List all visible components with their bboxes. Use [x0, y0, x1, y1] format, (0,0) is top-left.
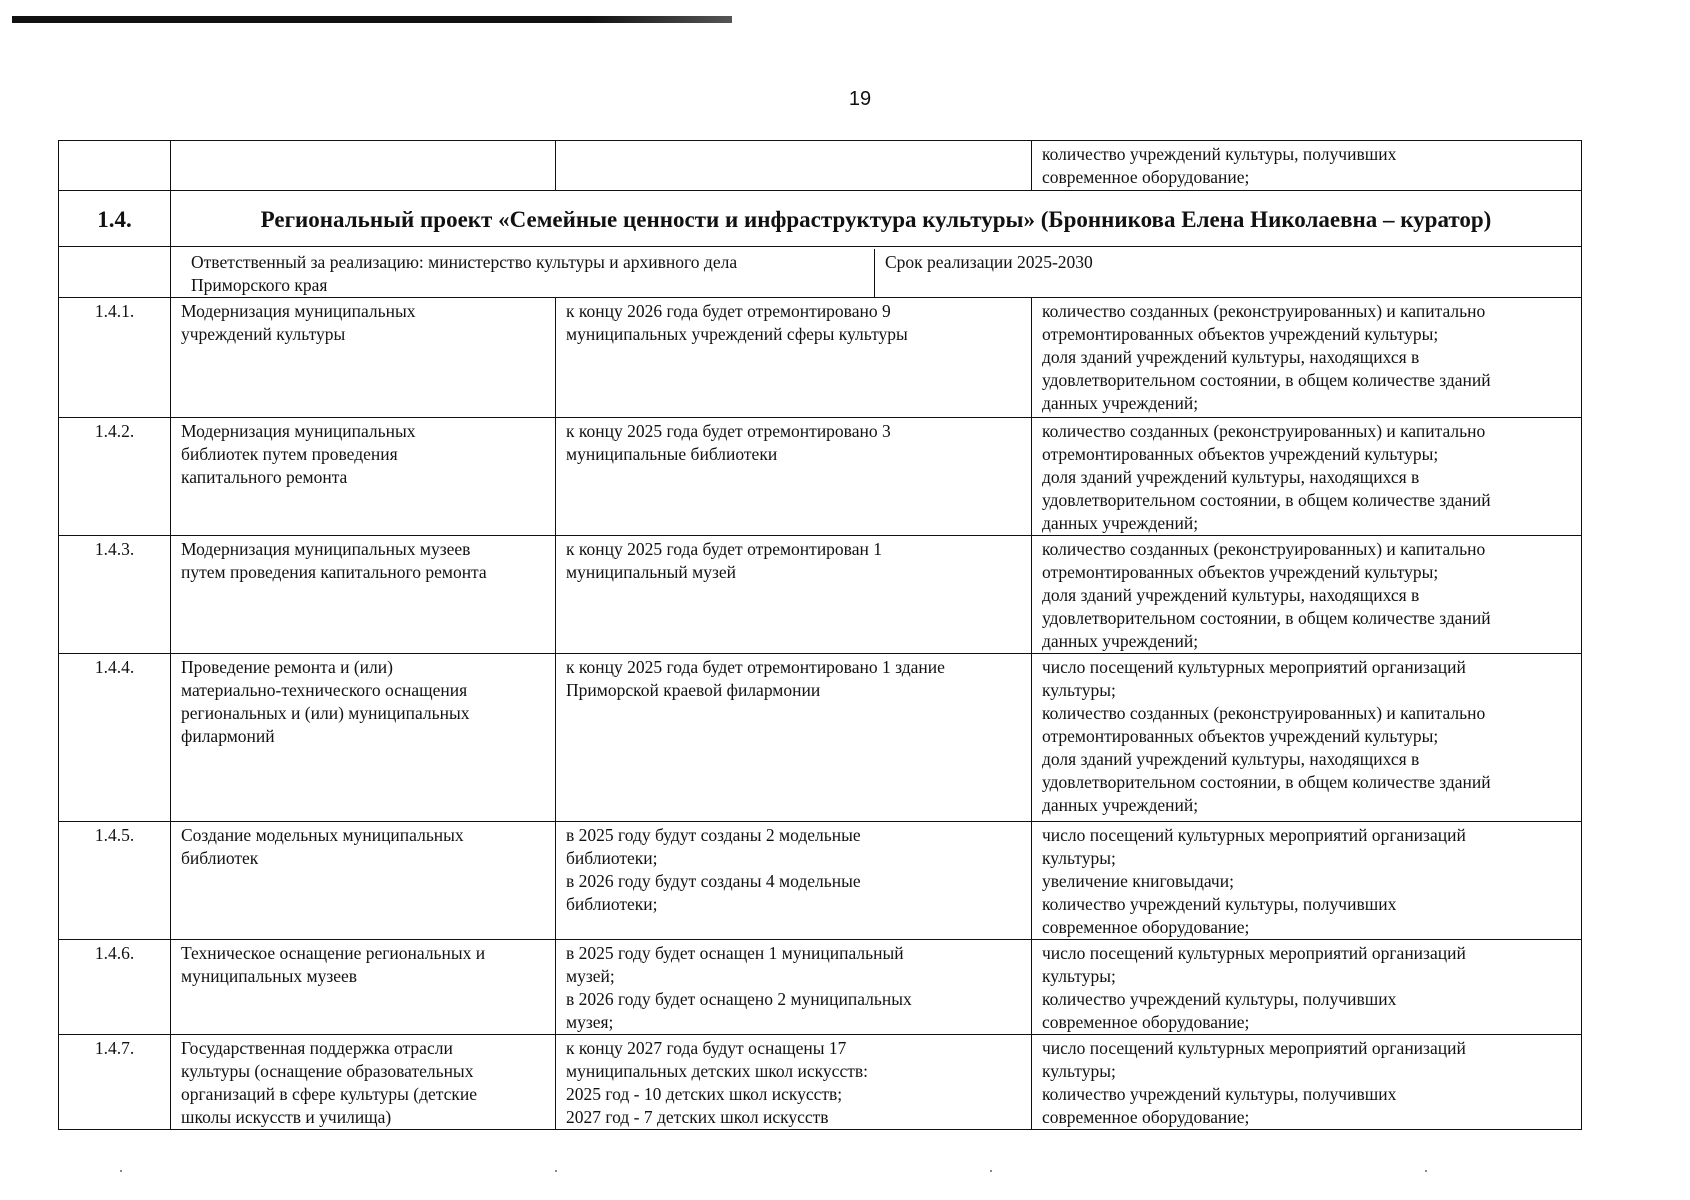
cell-indicators [1032, 141, 1582, 191]
task-line: Модернизация муниципальных музеев [181, 539, 471, 559]
task-cell [171, 536, 556, 654]
indicator-line: отремонтированных объектов учреждений культуры; [1042, 726, 1439, 746]
result-cell [556, 940, 1032, 1035]
result-line: муниципальных учреждений сферы культуры [566, 324, 908, 344]
row-number: 1.4.6. [59, 940, 171, 1035]
indicator-line: современное оборудование; [1042, 917, 1250, 937]
project-row [59, 654, 1582, 822]
section-number: 1.4. [59, 191, 171, 247]
task-line: школы искусств и училища) [181, 1107, 392, 1127]
result-line: к концу 2027 года будут оснащены 17 [566, 1038, 847, 1058]
indicator-line: удовлетворительном состоянии, в общем количестве зданий [1042, 608, 1491, 628]
indicators-cell [1032, 1035, 1582, 1130]
indicator-line: культуры; [1042, 1061, 1116, 1081]
page-number: 19 [848, 88, 872, 110]
result-line: к концу 2025 года будет отремонтировано 1 здание [566, 657, 945, 677]
implementation-term: Срок реализации 2025-2030 [885, 252, 1093, 272]
responsible-cell [171, 247, 1582, 298]
indicators-cell [1032, 536, 1582, 654]
result-line: в 2026 году будет оснащено 2 муниципальных [566, 989, 912, 1009]
result-line: Приморской краевой филармонии [566, 680, 821, 700]
project-row [59, 940, 1582, 1035]
task-line: путем проведения капитального ремонта [181, 562, 487, 582]
row-number: 1.4.4. [59, 654, 171, 822]
result-line: муниципальный музей [566, 562, 737, 582]
indicator-line: доля зданий учреждений культуры, находящихся в [1042, 749, 1420, 769]
responsible-line: Ответственный за реализацию: министерство культуры и архивного дела [191, 252, 738, 272]
project-row [59, 418, 1582, 536]
result-line: муниципальные библиотеки [566, 444, 778, 464]
responsible-org [181, 249, 875, 297]
task-line: организаций в сфере культуры (детские [181, 1084, 478, 1104]
indicators-cell [1032, 822, 1582, 940]
project-row [59, 1035, 1582, 1130]
result-cell [556, 654, 1032, 822]
indicator-line: отремонтированных объектов учреждений культуры; [1042, 562, 1439, 582]
indicator-line: количество учреждений культуры, получивших [1042, 144, 1397, 164]
cell-num [59, 141, 171, 191]
top-rule [12, 16, 732, 23]
row-number: 1.4.3. [59, 536, 171, 654]
indicators-cell [1032, 418, 1582, 536]
cell-result [556, 141, 1032, 191]
result-cell [556, 1035, 1032, 1130]
indicator-line: отремонтированных объектов учреждений культуры; [1042, 444, 1439, 464]
result-cell [556, 298, 1032, 418]
scan-speck [120, 1170, 122, 1172]
indicator-line: количество учреждений культуры, получивших [1042, 989, 1397, 1009]
indicator-line: отремонтированных объектов учреждений культуры; [1042, 324, 1439, 344]
task-cell [171, 418, 556, 536]
project-row [59, 536, 1582, 654]
task-line: капитального ремонта [181, 467, 348, 487]
indicator-line: удовлетворительном состоянии, в общем количестве зданий [1042, 490, 1491, 510]
indicator-line: количество созданных (реконструированных) и капитально [1042, 421, 1486, 441]
scan-speck [555, 1170, 557, 1172]
indicator-line: число посещений культурных мероприятий организаций [1042, 825, 1466, 845]
indicator-line: число посещений культурных мероприятий организаций [1042, 657, 1466, 677]
task-line: учреждений культуры [181, 324, 346, 344]
indicator-line: число посещений культурных мероприятий организаций [1042, 1038, 1466, 1058]
task-line: региональных и (или) муниципальных [181, 703, 470, 723]
indicators-cell [1032, 298, 1582, 418]
indicator-line: доля зданий учреждений культуры, находящихся в [1042, 467, 1420, 487]
result-line: 2027 год - 7 детских школ искусств [566, 1107, 829, 1127]
indicator-line: современное оборудование; [1042, 1012, 1250, 1032]
result-line: к концу 2026 года будет отремонтировано 9 [566, 301, 891, 321]
project-row [59, 822, 1582, 940]
indicator-line: данных учреждений; [1042, 513, 1199, 533]
task-line: Проведение ремонта и (или) [181, 657, 393, 677]
indicator-line: современное оборудование; [1042, 167, 1250, 187]
indicator-line: данных учреждений; [1042, 393, 1199, 413]
result-cell [556, 822, 1032, 940]
task-cell [171, 654, 556, 822]
section-title: Региональный проект «Семейные ценности и инфраструктура культуры» (Бронникова Елена Николаевна – куратор) [171, 191, 1582, 247]
indicator-line: данных учреждений; [1042, 631, 1199, 651]
indicator-line: удовлетворительном состоянии, в общем количестве зданий [1042, 772, 1491, 792]
indicator-line: количество учреждений культуры, получивших [1042, 894, 1397, 914]
result-line: в 2026 году будут созданы 4 модельные [566, 871, 861, 891]
row-number: 1.4.5. [59, 822, 171, 940]
indicator-line: количество созданных (реконструированных) и капитально [1042, 301, 1486, 321]
responsible-row [59, 247, 1582, 298]
task-line: филармоний [181, 726, 275, 746]
indicator-line: культуры; [1042, 680, 1116, 700]
task-line: материально-технического оснащения [181, 680, 468, 700]
task-line: Создание модельных муниципальных [181, 825, 464, 845]
responsible-line: Приморского края [191, 275, 328, 295]
indicator-line: культуры; [1042, 848, 1116, 868]
indicator-line: доля зданий учреждений культуры, находящихся в [1042, 585, 1420, 605]
task-line: Государственная поддержка отрасли [181, 1038, 453, 1058]
indicator-line: доля зданий учреждений культуры, находящихся в [1042, 347, 1420, 367]
task-cell [171, 298, 556, 418]
task-line: Техническое оснащение региональных и [181, 943, 486, 963]
indicator-line: увеличение книговыдачи; [1042, 871, 1234, 891]
result-line: в 2025 году будут созданы 2 модельные [566, 825, 861, 845]
section-header-row [59, 191, 1582, 247]
task-line: культуры (оснащение образовательных [181, 1061, 474, 1081]
cell-task [171, 141, 556, 191]
scan-speck [1425, 1170, 1427, 1172]
indicators-cell [1032, 654, 1582, 822]
indicator-line: данных учреждений; [1042, 795, 1199, 815]
task-cell [171, 940, 556, 1035]
result-line: к концу 2025 года будет отремонтирован 1 [566, 539, 882, 559]
program-table [58, 140, 1582, 1130]
task-line: библиотек [181, 848, 259, 868]
task-cell [171, 1035, 556, 1130]
cell-num [59, 247, 171, 298]
task-cell [171, 822, 556, 940]
indicator-line: удовлетворительном состоянии, в общем количестве зданий [1042, 370, 1491, 390]
result-line: музея; [566, 1012, 614, 1032]
task-line: библиотек путем проведения [181, 444, 398, 464]
scan-speck [990, 1170, 992, 1172]
task-line: муниципальных музеев [181, 966, 358, 986]
row-number: 1.4.1. [59, 298, 171, 418]
indicators-cell [1032, 940, 1582, 1035]
result-line: муниципальных детских школ искусств: [566, 1061, 868, 1081]
result-line: в 2025 году будет оснащен 1 муниципальный [566, 943, 904, 963]
result-line: к концу 2025 года будет отремонтировано 3 [566, 421, 891, 441]
result-line: библиотеки; [566, 894, 658, 914]
row-number: 1.4.7. [59, 1035, 171, 1130]
task-line: Модернизация муниципальных [181, 421, 416, 441]
result-cell [556, 536, 1032, 654]
indicator-line: количество учреждений культуры, получивших [1042, 1084, 1397, 1104]
project-row [59, 298, 1582, 418]
result-line: 2025 год - 10 детских школ искусств; [566, 1084, 843, 1104]
continuation-row [59, 141, 1582, 191]
indicator-line: современное оборудование; [1042, 1107, 1250, 1127]
result-cell [556, 418, 1032, 536]
indicator-line: число посещений культурных мероприятий организаций [1042, 943, 1466, 963]
indicator-line: культуры; [1042, 966, 1116, 986]
result-line: библиотеки; [566, 848, 658, 868]
indicator-line: количество созданных (реконструированных) и капитально [1042, 703, 1486, 723]
row-number: 1.4.2. [59, 418, 171, 536]
task-line: Модернизация муниципальных [181, 301, 416, 321]
indicator-line: количество созданных (реконструированных) и капитально [1042, 539, 1486, 559]
result-line: музей; [566, 966, 615, 986]
